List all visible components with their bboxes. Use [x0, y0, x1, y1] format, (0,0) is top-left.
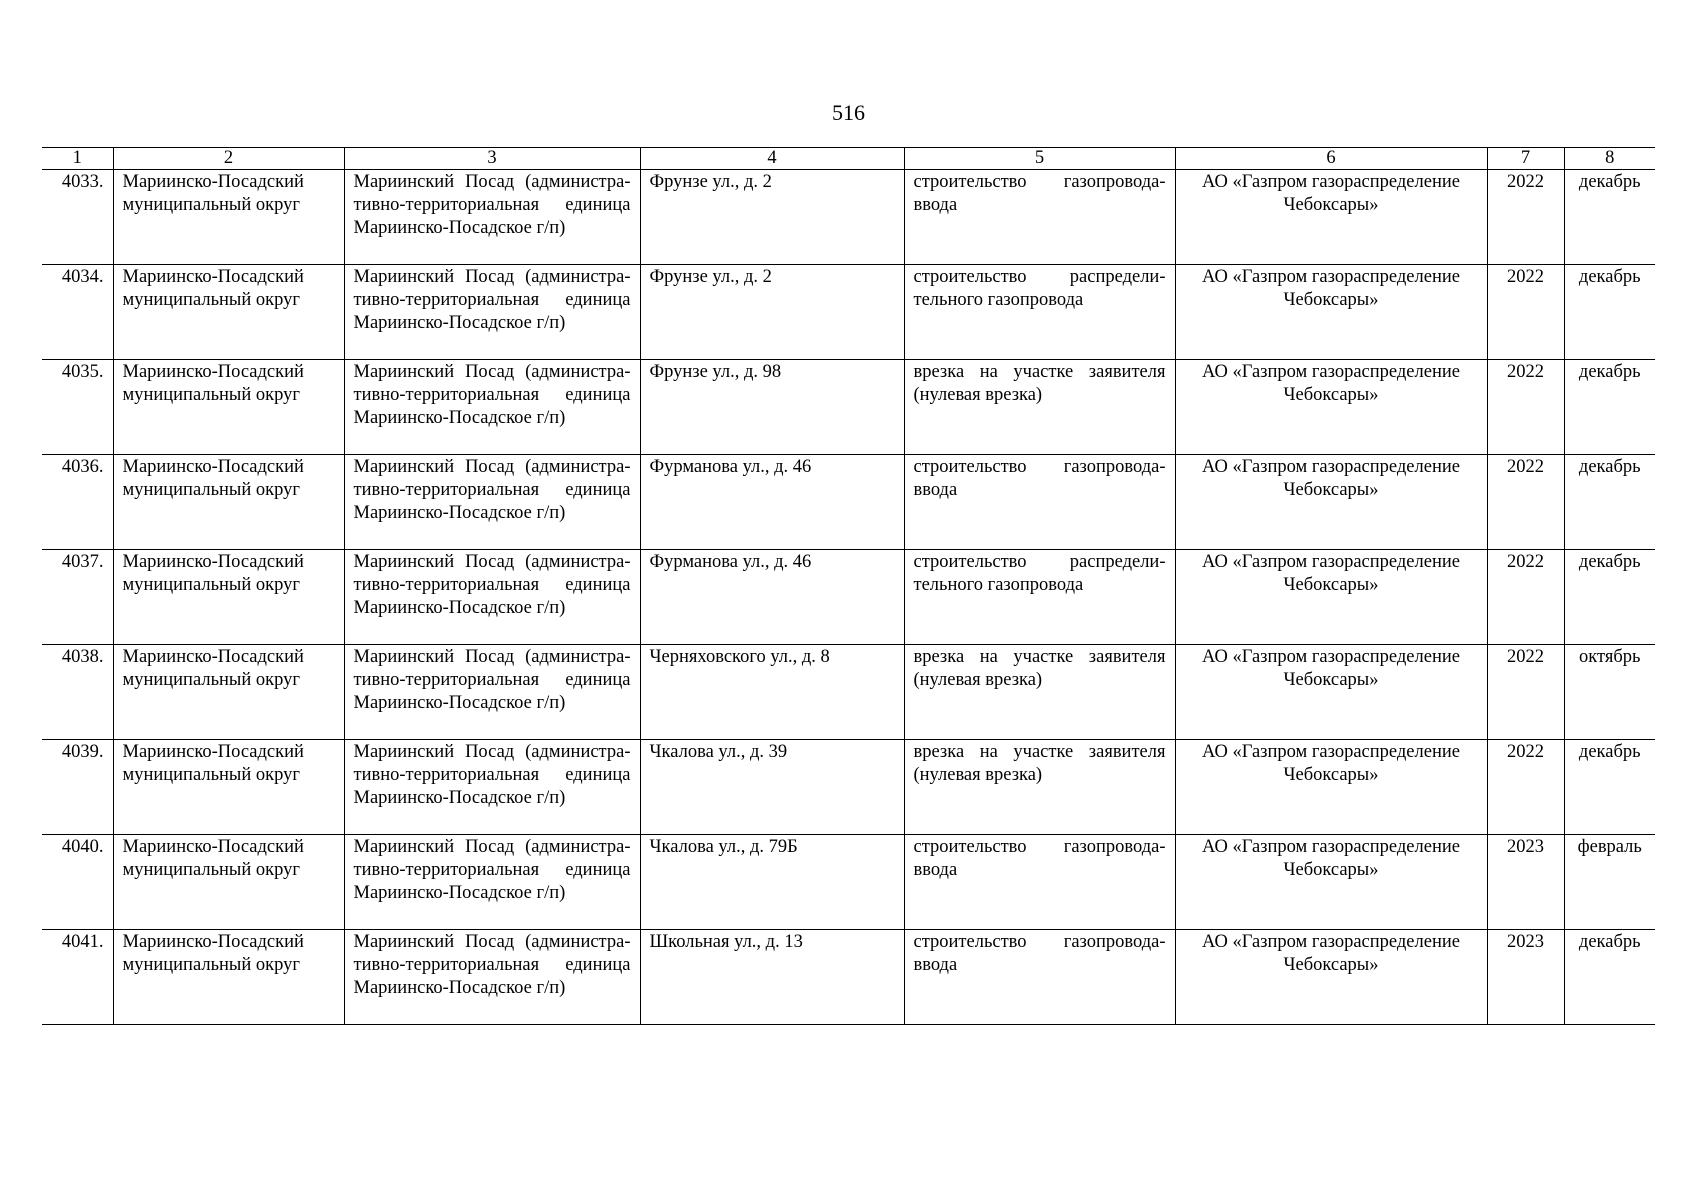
table-row [42, 170, 1655, 265]
column-header: 3 [344, 148, 640, 170]
work-type-cell: строительство распределительного газопровода [904, 265, 1175, 360]
organization-cell: АО «Газпром газораспределение Чебоксары» [1175, 645, 1487, 740]
registry-table [42, 147, 1655, 1025]
table-row [42, 740, 1655, 835]
organization-cell: АО «Газпром газораспределение Чебоксары» [1175, 835, 1487, 930]
district-cell: Мариинско-Посадский муниципальный округ [113, 170, 344, 265]
year-cell: 2022 [1487, 265, 1564, 360]
month-cell: декабрь [1564, 170, 1655, 265]
settlement-cell: Мариинский Посад (административно-территориальная единица Мариинско-Посадское г/п) [344, 645, 640, 740]
settlement-cell: Мариинский Посад (административно-территориальная единица Мариинско-Посадское г/п) [344, 930, 640, 1025]
settlement-cell: Мариинский Посад (административно-территориальная единица Мариинско-Посадское г/п) [344, 170, 640, 265]
address-cell: Чкалова ул., д. 39 [640, 740, 904, 835]
column-header: 1 [42, 148, 113, 170]
row-number: 4041. [42, 930, 113, 1025]
column-header: 2 [113, 148, 344, 170]
month-cell: декабрь [1564, 740, 1655, 835]
address-cell: Черняховского ул., д. 8 [640, 645, 904, 740]
organization-cell: АО «Газпром газораспределение Чебоксары» [1175, 740, 1487, 835]
column-number-header-row [42, 148, 1655, 170]
table-row [42, 550, 1655, 645]
organization-cell: АО «Газпром газораспределение Чебоксары» [1175, 930, 1487, 1025]
table-row [42, 360, 1655, 455]
settlement-cell: Мариинский Посад (административно-территориальная единица Мариинско-Посадское г/п) [344, 265, 640, 360]
column-header: 6 [1175, 148, 1487, 170]
row-number: 4035. [42, 360, 113, 455]
year-cell: 2023 [1487, 930, 1564, 1025]
work-type-cell: врезка на участке заявителя (нулевая врезка) [904, 740, 1175, 835]
year-cell: 2022 [1487, 645, 1564, 740]
district-cell: Мариинско-Посадский муниципальный округ [113, 645, 344, 740]
address-cell: Фурманова ул., д. 46 [640, 455, 904, 550]
district-cell: Мариинско-Посадский муниципальный округ [113, 835, 344, 930]
work-type-cell: строительство газопровода-ввода [904, 930, 1175, 1025]
district-cell: Мариинско-Посадский муниципальный округ [113, 550, 344, 645]
settlement-cell: Мариинский Посад (административно-территориальная единица Мариинско-Посадское г/п) [344, 455, 640, 550]
work-type-cell: строительство газопровода-ввода [904, 455, 1175, 550]
row-number: 4033. [42, 170, 113, 265]
work-type-cell: врезка на участке заявителя (нулевая врезка) [904, 645, 1175, 740]
organization-cell: АО «Газпром газораспределение Чебоксары» [1175, 455, 1487, 550]
month-cell: декабрь [1564, 455, 1655, 550]
table-row [42, 930, 1655, 1025]
settlement-cell: Мариинский Посад (административно-территориальная единица Мариинско-Посадское г/п) [344, 360, 640, 455]
work-type-cell: строительство распределительного газопровода [904, 550, 1175, 645]
table-row [42, 645, 1655, 740]
organization-cell: АО «Газпром газораспределение Чебоксары» [1175, 170, 1487, 265]
year-cell: 2022 [1487, 360, 1564, 455]
table-row [42, 265, 1655, 360]
district-cell: Мариинско-Посадский муниципальный округ [113, 455, 344, 550]
row-number: 4040. [42, 835, 113, 930]
month-cell: декабрь [1564, 550, 1655, 645]
column-header: 4 [640, 148, 904, 170]
month-cell: декабрь [1564, 360, 1655, 455]
work-type-cell: строительство газопровода-ввода [904, 835, 1175, 930]
address-cell: Фрунзе ул., д. 98 [640, 360, 904, 455]
address-cell: Фрунзе ул., д. 2 [640, 265, 904, 360]
row-number: 4037. [42, 550, 113, 645]
address-cell: Чкалова ул., д. 79Б [640, 835, 904, 930]
column-header: 7 [1487, 148, 1564, 170]
district-cell: Мариинско-Посадский муниципальный округ [113, 930, 344, 1025]
organization-cell: АО «Газпром газораспределение Чебоксары» [1175, 360, 1487, 455]
column-header: 5 [904, 148, 1175, 170]
address-cell: Фурманова ул., д. 46 [640, 550, 904, 645]
district-cell: Мариинско-Посадский муниципальный округ [113, 360, 344, 455]
page-number: 516 [832, 100, 865, 125]
row-number: 4039. [42, 740, 113, 835]
organization-cell: АО «Газпром газораспределение Чебоксары» [1175, 265, 1487, 360]
year-cell: 2022 [1487, 550, 1564, 645]
year-cell: 2022 [1487, 170, 1564, 265]
year-cell: 2022 [1487, 740, 1564, 835]
work-type-cell: врезка на участке заявителя (нулевая врезка) [904, 360, 1175, 455]
table-row [42, 835, 1655, 930]
row-number: 4034. [42, 265, 113, 360]
month-cell: декабрь [1564, 930, 1655, 1025]
work-type-cell: строительство газопровода-ввода [904, 170, 1175, 265]
table-row [42, 455, 1655, 550]
month-cell: декабрь [1564, 265, 1655, 360]
month-cell: октябрь [1564, 645, 1655, 740]
row-number: 4038. [42, 645, 113, 740]
row-number: 4036. [42, 455, 113, 550]
address-cell: Фрунзе ул., д. 2 [640, 170, 904, 265]
organization-cell: АО «Газпром газораспределение Чебоксары» [1175, 550, 1487, 645]
year-cell: 2023 [1487, 835, 1564, 930]
settlement-cell: Мариинский Посад (административно-территориальная единица Мариинско-Посадское г/п) [344, 835, 640, 930]
district-cell: Мариинско-Посадский муниципальный округ [113, 740, 344, 835]
settlement-cell: Мариинский Посад (административно-территориальная единица Мариинско-Посадское г/п) [344, 550, 640, 645]
settlement-cell: Мариинский Посад (административно-территориальная единица Мариинско-Посадское г/п) [344, 740, 640, 835]
address-cell: Школьная ул., д. 13 [640, 930, 904, 1025]
column-header: 8 [1564, 148, 1655, 170]
year-cell: 2022 [1487, 455, 1564, 550]
district-cell: Мариинско-Посадский муниципальный округ [113, 265, 344, 360]
month-cell: февраль [1564, 835, 1655, 930]
